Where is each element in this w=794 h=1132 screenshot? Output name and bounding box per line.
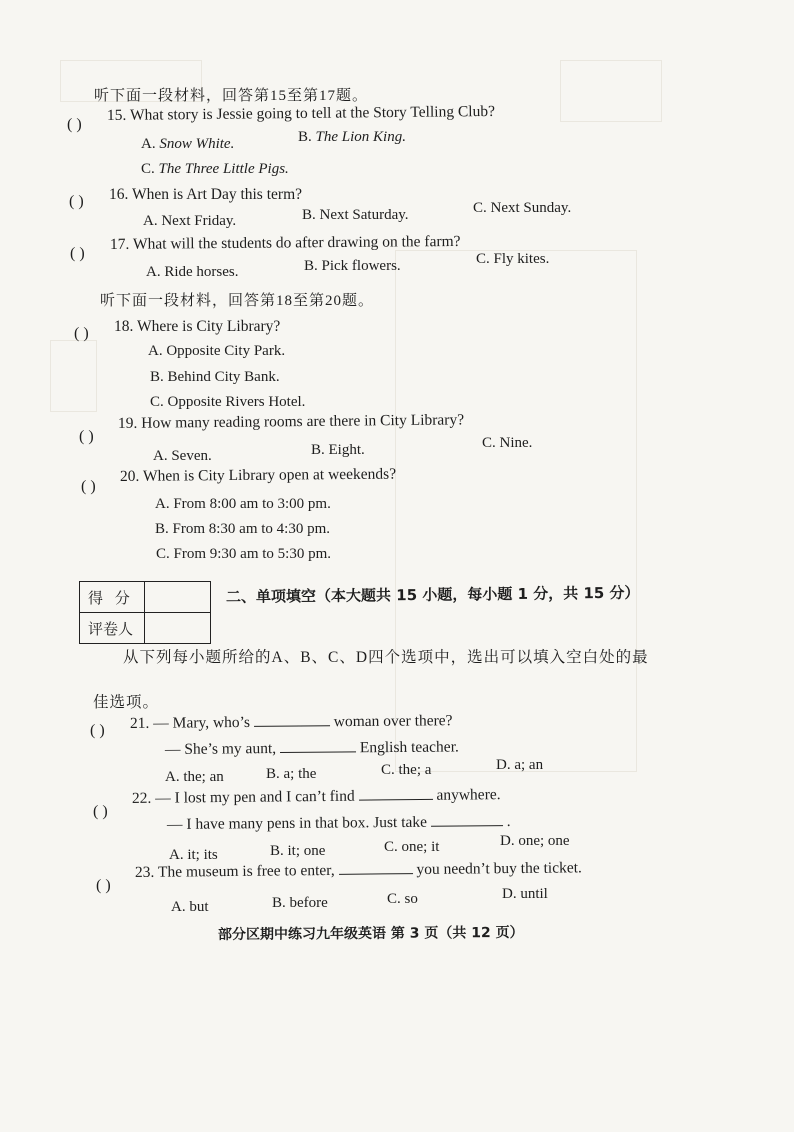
question-23-option-b: B. before — [272, 895, 328, 911]
question-23-option-a: A. but — [171, 899, 209, 915]
question-21-line2 — [165, 736, 459, 759]
question-17-stem: 17. What will the students do after drawing on the farm? — [109, 232, 461, 253]
question-22-line2 — [167, 811, 511, 834]
question-15-option-b — [298, 129, 406, 146]
question-18-option-c: C. Opposite Rivers Hotel. — [150, 394, 306, 410]
bleed-through-box — [50, 340, 97, 412]
question-19-stem: 19. How many reading rooms are there in City Library? — [117, 411, 465, 432]
question-23-option-d: D. until — [502, 886, 548, 902]
listening-instruction-18-20: 听下面一段材料，回答第18至第20题。 — [100, 293, 375, 309]
answer-bracket-18[interactable]: ( ) — [74, 325, 89, 342]
question-20-option-a: A. From 8:00 am to 3:00 pm. — [155, 496, 331, 512]
section-2-instruction-line2: 佳选项。 — [93, 694, 160, 711]
question-text: 21. — Mary, who’s — [129, 713, 251, 732]
answer-bracket-22[interactable]: ( ) — [93, 803, 108, 820]
question-18-option-b: B. Behind City Bank. — [150, 369, 280, 385]
question-16-option-a: A. Next Friday. — [143, 213, 237, 229]
question-text: . — [506, 813, 511, 831]
question-22-option-b: B. it; one — [270, 843, 326, 859]
question-17-option-c: C. Fly kites. — [476, 251, 550, 267]
question-20-stem: 20. When is City Library open at weekends? — [119, 465, 397, 485]
answer-bracket-21[interactable]: ( ) — [90, 722, 105, 739]
section-2-instruction-line1: 从下列每小题所给的A、B、C、D四个选项中，选出可以填入空白处的最 — [123, 649, 649, 666]
question-16-option-b: B. Next Saturday. — [302, 207, 409, 223]
question-text: English teacher. — [359, 738, 459, 757]
question-22-option-d: D. one; one — [500, 833, 570, 849]
question-16-stem: 16. When is Art Day this term? — [109, 186, 303, 203]
score-table — [79, 581, 211, 644]
page-footer: 部分区期中练习九年级英语 第 3 页（共 12 页） — [217, 924, 524, 943]
blank-1[interactable] — [254, 711, 330, 727]
question-19-option-c: C. Nine. — [482, 435, 533, 451]
question-20-option-b: B. From 8:30 am to 4:30 pm. — [155, 521, 331, 537]
question-15-stem: 15. What story is Jessie going to tell at the Story Telling Club? — [106, 102, 496, 124]
bleed-through-box — [560, 60, 662, 122]
score-label: 得 分 — [80, 582, 145, 613]
question-text: anywhere. — [436, 786, 501, 804]
option-letter: A. — [141, 136, 156, 152]
answer-bracket-17[interactable]: ( ) — [70, 245, 85, 262]
question-17-option-a: A. Ride horses. — [146, 264, 239, 280]
question-text: you needn’t buy the ticket. — [416, 859, 582, 879]
question-19-option-b: B. Eight. — [311, 442, 365, 458]
grader-label: 评卷人 — [80, 613, 145, 644]
bleed-through-box — [395, 250, 637, 772]
question-19-option-a: A. Seven. — [153, 448, 212, 464]
answer-bracket-16[interactable]: ( ) — [69, 193, 84, 210]
answer-bracket-23[interactable]: ( ) — [96, 877, 111, 894]
listening-instruction-15-17: 听下面一段材料，回答第15至第17题。 — [94, 88, 369, 104]
option-text: The Lion King. — [315, 129, 406, 145]
blank-2[interactable] — [280, 737, 356, 753]
question-18-option-a: A. Opposite City Park. — [148, 343, 286, 359]
question-17-option-b: B. Pick flowers. — [304, 258, 401, 274]
question-22-option-a: A. it; its — [169, 847, 218, 863]
answer-bracket-20[interactable]: ( ) — [81, 478, 96, 495]
question-18-stem: 18. Where is City Library? — [114, 318, 281, 335]
question-16-option-c: C. Next Sunday. — [473, 200, 572, 216]
question-text: — She’s my aunt, — [164, 740, 277, 758]
question-20-option-c: C. From 9:30 am to 5:30 pm. — [156, 546, 332, 562]
option-text: Snow White. — [159, 136, 235, 152]
question-text: — I have many pens in that box. Just take — [166, 813, 428, 833]
option-letter: C. — [141, 161, 155, 177]
grader-cell[interactable] — [145, 613, 211, 644]
question-21-option-b: B. a; the — [266, 766, 317, 782]
question-21-line1 — [130, 710, 453, 733]
score-cell[interactable] — [145, 582, 211, 613]
section-2-title: 二、单项填空（本大题共 15 小题，每小题 1 分，共 15 分） — [225, 583, 640, 606]
blank-1[interactable] — [358, 785, 432, 801]
question-text: woman over there? — [333, 712, 453, 731]
blank-1[interactable] — [338, 859, 412, 875]
option-text: The Three Little Pigs. — [158, 161, 289, 177]
question-21-option-a: A. the; an — [165, 769, 224, 785]
question-21-option-c: C. the; a — [381, 762, 432, 778]
question-22-option-c: C. one; it — [384, 839, 440, 855]
question-22-line1 — [132, 784, 501, 808]
question-15-option-c — [141, 161, 289, 178]
answer-bracket-19[interactable]: ( ) — [79, 428, 94, 445]
blank-2[interactable] — [431, 811, 503, 827]
question-23-line1 — [135, 857, 582, 882]
question-21-option-d: D. a; an — [496, 757, 544, 773]
option-letter: B. — [298, 129, 312, 145]
question-15-option-a — [141, 136, 234, 153]
question-text: 23. The museum is free to enter, — [134, 861, 335, 881]
answer-bracket-15[interactable]: ( ) — [67, 116, 82, 133]
question-23-option-c: C. so — [387, 891, 418, 907]
question-text: 22. — I lost my pen and I can’t find — [131, 787, 355, 807]
